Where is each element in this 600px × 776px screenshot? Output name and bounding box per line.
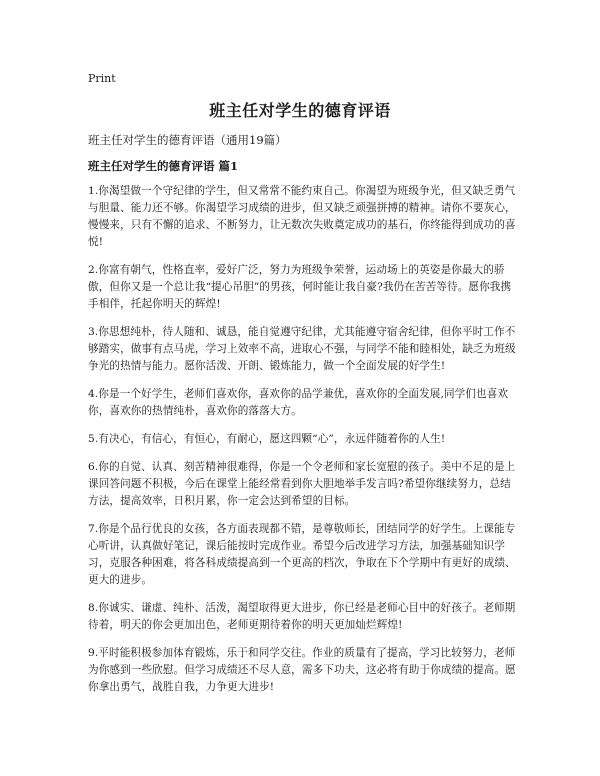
comment-paragraph-2: 2.你富有朝气，性格直率，爱好广泛，努力为班级争荣誉，运动场上的英姿是你最大的骄傲，但你又是一个总让我“提心吊胆”的男孩，何时能让我自豪?我仍在苦苦等待。愿你我携手相伴，托起你明天的辉煌!	[88, 264, 512, 310]
comment-paragraph-9: 9.平时能积极参加体育锻炼，乐于和同学交往。作业的质量有了提高，学习比较努力，老师为你感到一些欣慰。但学习成绩还不尽人意，需多下功夫，这必将有助于你成绩的提高。愿你拿出勇气，战胜自我，力争更大进步!	[88, 647, 516, 693]
comment-paragraph-8: 8.你诚实、谦虚、纯朴、活泼，渴望取得更大进步，你已经是老师心目中的好孩子。老师期待着，明天的你会更加出色，老师更期待着你的明天更加灿烂辉煌!	[88, 602, 516, 631]
document-subtitle: 班主任对学生的德育评语（通用19篇）	[88, 133, 287, 147]
print-link[interactable]: Print	[88, 72, 116, 85]
comment-paragraph-3: 3.你思想纯朴，待人随和、诚恳，能自觉遵守纪律，尤其能遵守宿舍纪律，但你平时工作不够踏实，做事有点马虎，学习上效率不高，进取心不强，与同学不能和睦相处，缺乏为班级争光的热情与能力。愿你活泼、开朗、锻炼能力，做一个全面发展的好学生!	[88, 326, 516, 372]
comment-list	[88, 183, 518, 707]
comment-paragraph-5: 5.有决心，有信心，有恒心，有耐心，愿这四颗“心”，永远伴随着你的人生!	[88, 433, 446, 445]
section-heading: 班主任对学生的德育评语 篇1	[88, 159, 239, 173]
comment-paragraph-1: 1.你渴望做一个守纪律的学生，但又常常不能约束自己。你渴望为班级争光，但又缺乏勇气与胆量、能力还不够。你渴望学习成绩的进步，但又缺乏顽强拼搏的精神。请你不要灰心，慢慢来，只有不懈的追求、不断努力，让无数次失败奠定成功的基石，你终能得到成功的喜悦!	[88, 185, 516, 248]
comment-paragraph-4: 4.你是一个好学生，老师们喜欢你，喜欢你的品学兼优，喜欢你的全面发展,同学们也喜欢你，喜欢你的热情纯朴，喜欢你的落落大方。	[88, 388, 509, 417]
comment-paragraph-7: 7.你是个品行优良的女孩，各方面表现都不错，是尊敬师长，团结同学的好学生。上课能专心听讲，认真做好笔记，课后能按时完成作业。希望今后改进学习方法，加强基础知识学习，克服各种困难，将各科成绩提高到一个更高的档次，争取在下个学期中有更好的成绩、更大的进步。	[88, 523, 516, 586]
page-title: 班主任对学生的德育评语	[209, 101, 391, 120]
comment-paragraph-6: 6.你的自觉、认真、刻苦精神很难得，你是一个令老师和家长宽慰的孩子。美中不足的是上课回答问题不积极，今后在课堂上能经常看到你大胆地举手发言吗?希望你继续努力，总结方法，提高效率，日积月累，你一定会达到希望的目标。	[88, 461, 516, 507]
